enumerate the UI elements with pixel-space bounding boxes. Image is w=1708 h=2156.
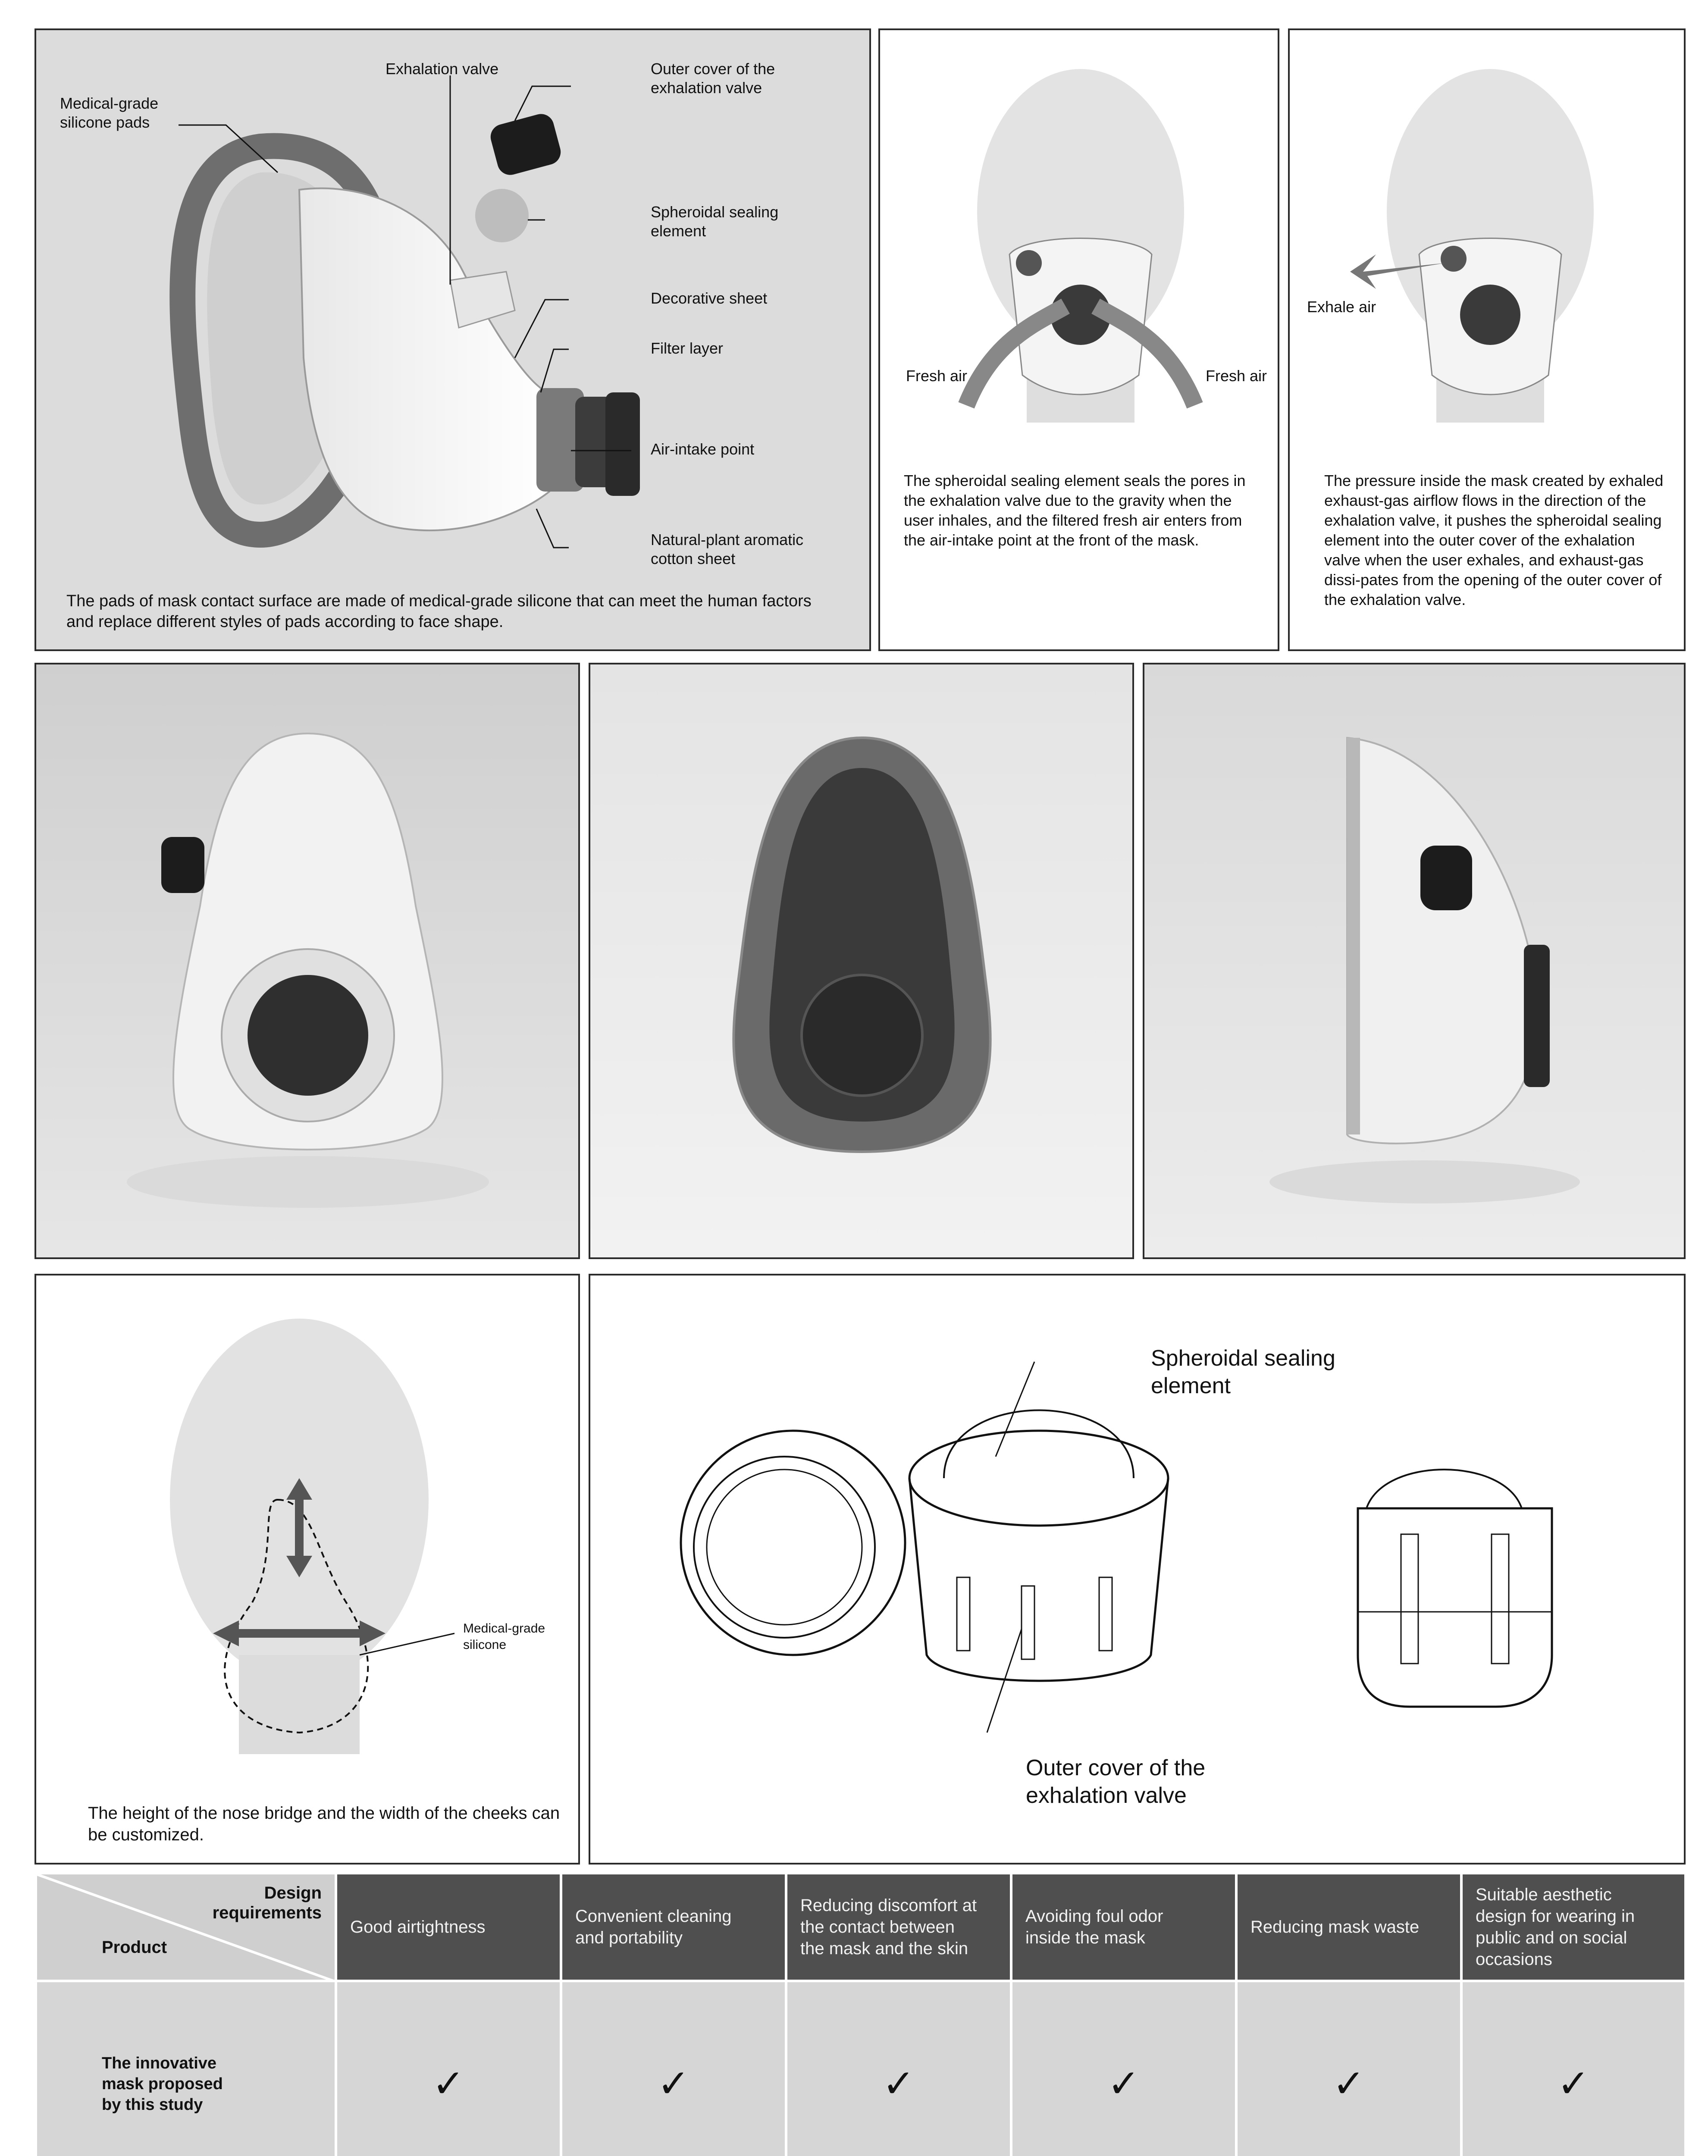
row-label: The innovative mask proposed by this study — [36, 1981, 336, 2156]
exhale-panel — [1288, 28, 1686, 651]
inner-render-panel — [589, 663, 1134, 1259]
header-good-airtightness: Good airtightness — [336, 1873, 561, 1981]
label-decorative-sheet: Decorative sheet — [651, 289, 768, 307]
label-outer-cover: Outer cover of the exhalation valve — [651, 60, 775, 97]
customization-head-illustration — [36, 1275, 580, 1865]
table-row — [36, 1981, 1686, 2156]
inner-render-illustration — [590, 664, 1134, 1259]
panel3-caption: The pressure inside the mask created by exhaled exhaust-gas airflow flows in the direction of the exhalation valve, it pushes the spheroidal sealing element into the outer cover of the exhalation valve when the user exhales, and exhaust-gas dissi-pates from the opening of the outer cover of the exhalation valve. — [1324, 472, 1664, 608]
label-fresh-air-right: Fresh air — [1206, 367, 1267, 385]
check-mark-icon: ✓ — [1011, 1981, 1236, 2156]
customization-panel — [34, 1274, 580, 1865]
table-corner-cell — [36, 1873, 336, 1981]
label-outer-cover-exhalation-valve: Outer cover of the exhalation valve — [1026, 1755, 1206, 1808]
label-filter-layer: Filter layer — [651, 339, 724, 357]
front-render-illustration — [36, 664, 580, 1259]
side-render-illustration — [1144, 664, 1686, 1259]
panel2-caption: The spheroidal sealing element seals the pores in the exhalation valve due to the gravity when the user inhales, and the filtered fresh air enters from the air-intake point at the front of the mask. — [904, 472, 1246, 549]
valve-drawing-panel — [589, 1274, 1686, 1865]
check-mark-icon: ✓ — [1461, 1981, 1686, 2156]
side-render-panel — [1143, 663, 1686, 1259]
front-render-panel — [34, 663, 580, 1259]
label-cotton-sheet: Natural-plant aromatic cotton sheet — [651, 531, 804, 567]
label-exhalation-valve: Exhalation valve — [385, 60, 499, 78]
exploded-view-panel — [34, 28, 871, 651]
inhale-panel — [878, 28, 1279, 651]
label-spheroidal-element: Spheroidal sealing element — [651, 203, 779, 240]
table-header-row — [36, 1873, 1686, 1981]
check-mark-icon: ✓ — [1236, 1981, 1461, 2156]
corner-design-requirements: Design requirements — [212, 1883, 322, 1922]
corner-product: Product — [102, 1938, 167, 1957]
header-cleaning-portability: Convenient cleaning and portability — [561, 1873, 786, 1981]
check-mark-icon: ✓ — [786, 1981, 1011, 2156]
check-mark-icon: ✓ — [336, 1981, 561, 2156]
header-aesthetic-design: Suitable aesthetic design for wearing in public and on social occasions — [1461, 1873, 1686, 1981]
check-mark-icon: ✓ — [561, 1981, 786, 2156]
inhale-head-illustration — [880, 30, 1279, 651]
label-air-intake: Air-intake point — [651, 440, 755, 458]
label-medical-grade-silicone: Medical-grade silicone — [463, 1621, 545, 1652]
design-requirements-table — [34, 1872, 1687, 2156]
panel1-caption: The pads of mask contact surface are made of medical-grade silicone that can meet the human factors and replace different styles of pads according to face shape. — [66, 592, 812, 631]
header-reducing-waste: Reducing mask waste — [1236, 1873, 1461, 1981]
header-avoiding-odor: Avoiding foul odor inside the mask — [1011, 1873, 1236, 1981]
label-silicone-pads: Medical-grade silicone pads — [60, 94, 159, 131]
header-reducing-discomfort: Reducing discomfort at the contact between the mask and the skin — [786, 1873, 1011, 1981]
panel7-caption: The height of the nose bridge and the width of the cheeks can be customized. — [88, 1804, 560, 1844]
label-exhale-air: Exhale air — [1307, 298, 1376, 316]
label-fresh-air-left: Fresh air — [906, 367, 968, 385]
label-spheroidal-sealing-element: Spheroidal sealing element — [1151, 1346, 1335, 1398]
